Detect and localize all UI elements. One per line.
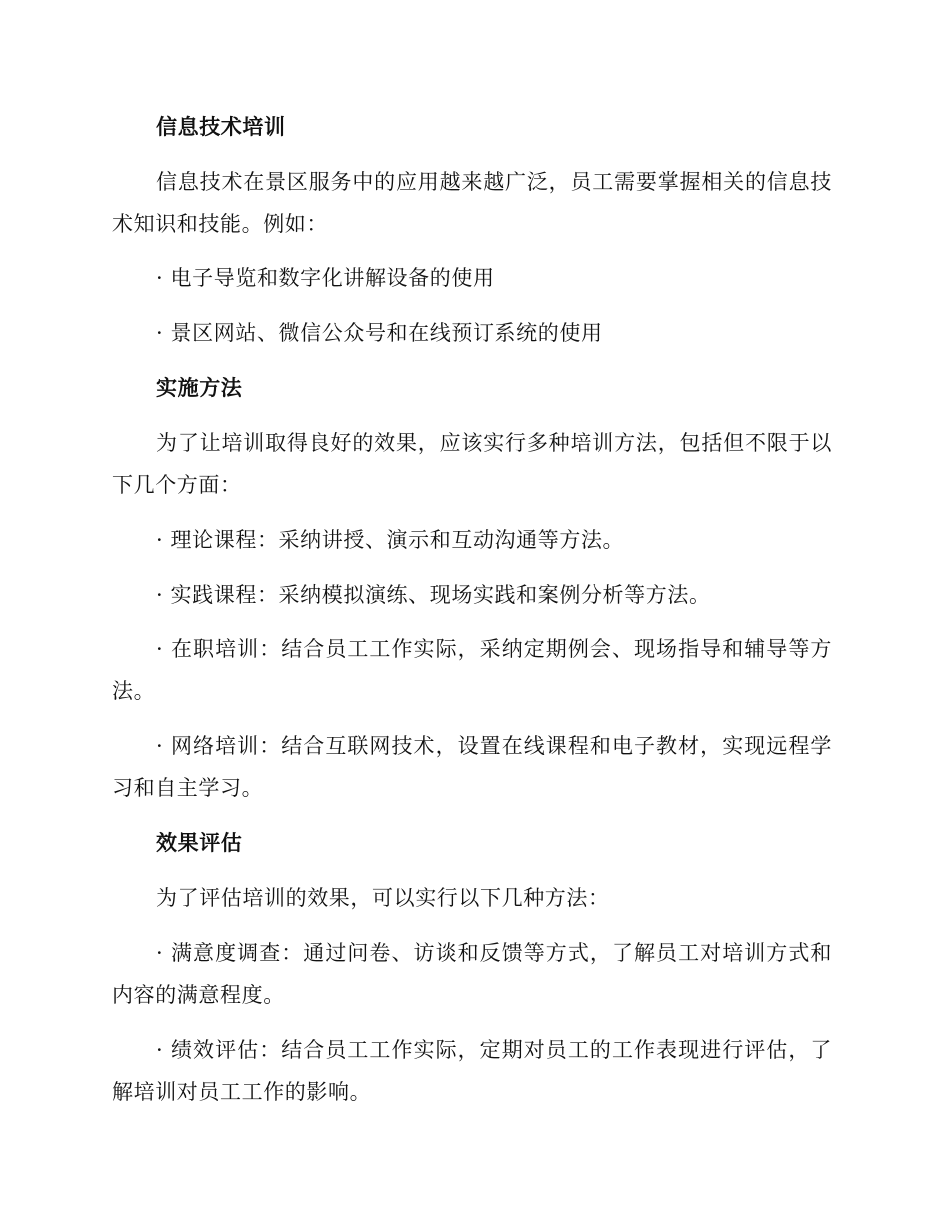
paragraph-evaluation-intro: 为了评估培训的效果，可以实行以下几种方法： <box>156 886 610 910</box>
heading-evaluation: 效果评估 <box>156 831 243 855</box>
list-item-eval-1: · 满意度调查：通过问卷、访谈和反馈等方式，了解员工对培训方式和内容的满意程度。 <box>112 941 832 1007</box>
heading-it-training: 信息技术培训 <box>156 115 286 139</box>
list-item-method-1: · 理论课程：采纳讲授、演示和互动沟通等方法。 <box>156 528 625 552</box>
list-item-method-3: · 在职培训：结合员工工作实际，采纳定期例会、现场指导和辅导等方法。 <box>112 637 832 703</box>
list-item-it-1: · 电子导览和数字化讲解设备的使用 <box>156 266 495 290</box>
list-item-it-2: · 景区网站、微信公众号和在线预订系统的使用 <box>156 321 603 345</box>
paragraph-methods-intro: 为了让培训取得良好的效果，应该实行多种培训方法，包括但不限于以下几个方面： <box>112 431 832 497</box>
list-item-method-2: · 实践课程：采纳模拟演练、现场实践和案例分析等方法。 <box>156 583 711 607</box>
paragraph-it-intro: 信息技术在景区服务中的应用越来越广泛，员工需要掌握相关的信息技术知识和技能。例如： <box>112 170 832 236</box>
list-item-method-4: · 网络培训：结合互联网技术，设置在线课程和电子教材，实现远程学习和自主学习。 <box>112 734 832 800</box>
heading-methods: 实施方法 <box>156 376 243 400</box>
list-item-eval-2: · 绩效评估：结合员工工作实际，定期对员工的工作表现进行评估，了解培训对员工工作的影响。 <box>112 1038 832 1104</box>
